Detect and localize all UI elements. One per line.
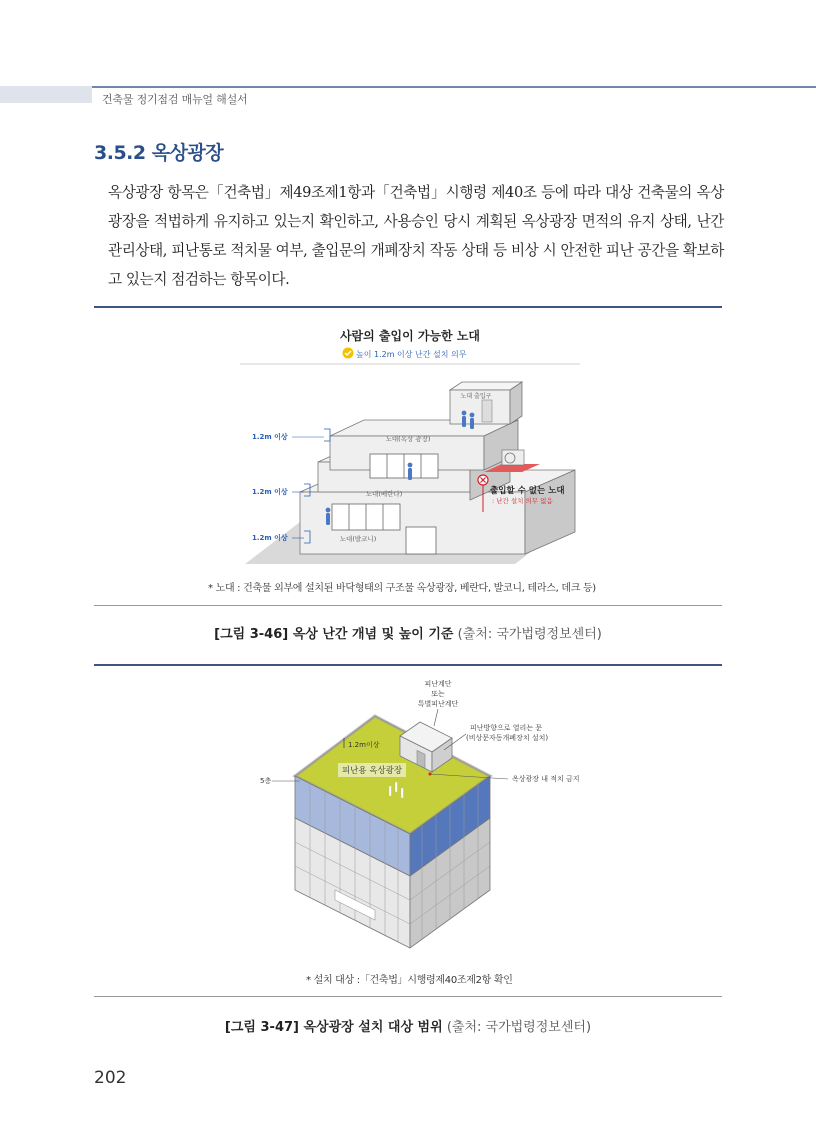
label-height: 1.2m이상 bbox=[348, 741, 380, 749]
figure2-caption-title: [그림 3-47] 옥상광장 설치 대상 범위 bbox=[224, 1020, 443, 1035]
label-storage: 옥상광장 내 적치 금지 bbox=[512, 775, 580, 783]
label-stair-or: 또는 bbox=[431, 690, 445, 698]
label-stair: 피난계단 bbox=[424, 680, 452, 688]
figure2-bottom-rule bbox=[94, 996, 722, 997]
figure2-note: * 설치 대상 :「건축법」시행령제40조제2항 확인 bbox=[306, 975, 513, 986]
label-veranda: 노대(베란다) bbox=[365, 490, 403, 498]
figure2-caption bbox=[94, 1016, 722, 1035]
label-height-3: 1.2m 이상 bbox=[252, 534, 288, 542]
figure1-note: * 노대 : 건축물 외부에 설치된 바닥형태의 구조물 옥상광장, 베란다, 발코니, 테라스, 데크 등) bbox=[208, 583, 596, 594]
figure2-top-rule bbox=[94, 664, 722, 666]
label-door: 피난방향으로 열리는 문 bbox=[470, 724, 543, 732]
figure1-top-rule bbox=[94, 306, 722, 308]
label-roof-terrace: 노대(옥상 광장) bbox=[385, 435, 431, 443]
label-no-access: 출입할 수 없는 노대 bbox=[490, 486, 565, 496]
figure1-title: 사람의 출입이 가능한 노대 bbox=[339, 329, 481, 343]
figure1-bottom-rule bbox=[94, 605, 722, 606]
figure2-illustration bbox=[240, 676, 600, 966]
label-height-1: 1.2m 이상 bbox=[252, 433, 288, 441]
label-floor: 5층 bbox=[260, 777, 272, 785]
figure1-caption bbox=[94, 623, 722, 642]
page-number: 202 bbox=[94, 1068, 127, 1088]
figure1-caption-source: (출처: 국가법령정보센터) bbox=[457, 627, 602, 642]
label-plaza: 피난용 옥상광장 bbox=[341, 766, 403, 776]
figure1-illustration bbox=[240, 322, 580, 572]
label-roof-entrance: 노대 출입구 bbox=[460, 393, 492, 400]
label-balcony: 노대(발코니) bbox=[339, 535, 377, 543]
figure1-subtitle: 높이 1.2m 이상 난간 설치 의무 bbox=[356, 350, 467, 359]
section-title: 3.5.2 옥상광장 bbox=[94, 142, 224, 164]
header-rule bbox=[0, 86, 816, 88]
label-height-2: 1.2m 이상 bbox=[252, 488, 288, 496]
label-no-access-sub: : 난간 설치 의무 없음 bbox=[492, 497, 553, 505]
running-title: 건축물 정기점검 매뉴얼 해설서 bbox=[102, 93, 248, 106]
header-tab bbox=[0, 86, 92, 103]
figure1-caption-title: [그림 3-46] 옥상 난간 개념 및 높이 기준 bbox=[214, 627, 454, 642]
label-stair-special: 특별피난계단 bbox=[417, 700, 459, 708]
figure2-caption-source: (출처: 국가법령정보센터) bbox=[446, 1020, 592, 1035]
section-body: 옥상광장 항목은「건축법」제49조제1항과「건축법」시행령 제40조 등에 따라 대상 건축물의 옥상광장을 적법하게 유지하고 있는지 확인하고, 사용승인 당시 계획된 옥상광장 면적의 유지 상태, 난간 관리상태, 피난통로 적치물 여부, 출입문의 개폐장치 작동 상태 등 비상 시 안전한 피난 공간을 확보하고 있는지 점검하는 항목이다. bbox=[108, 184, 724, 288]
label-door-sub: (비상문자동개폐장치 설치) bbox=[466, 734, 549, 742]
